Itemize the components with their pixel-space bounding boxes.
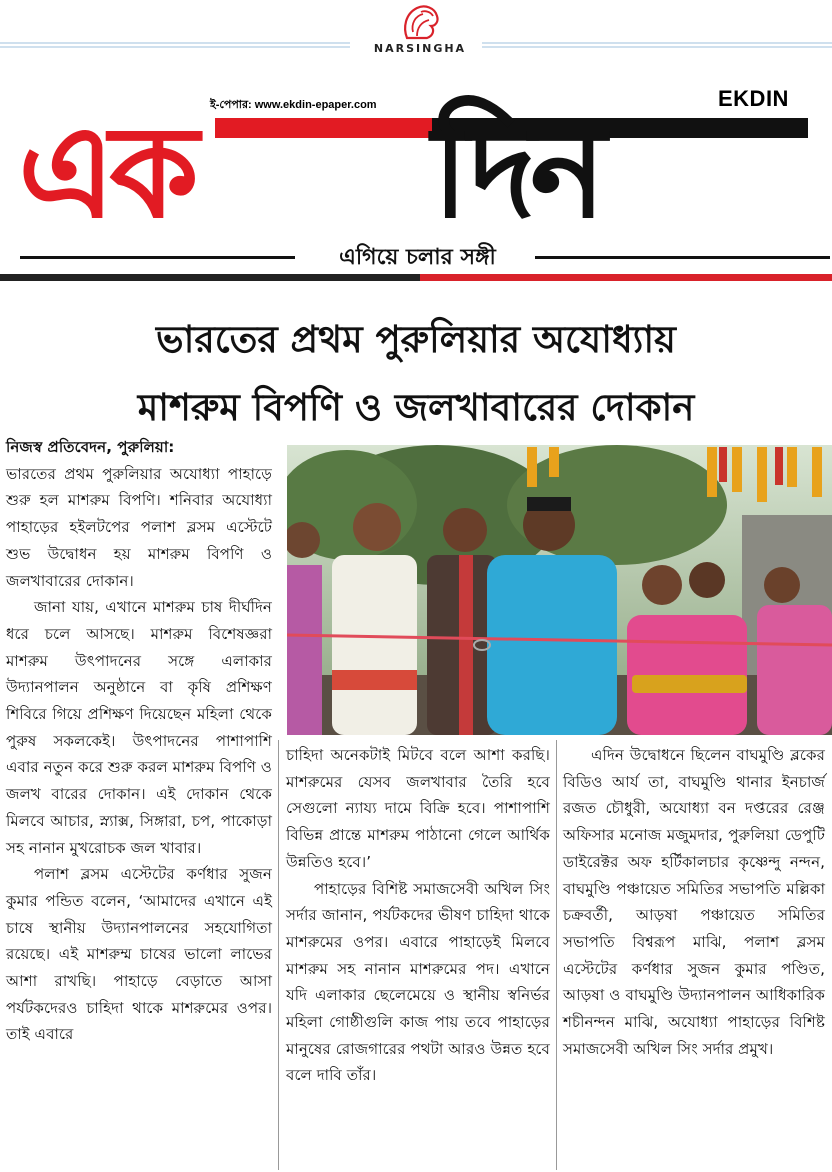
tagline: এগিয়ে চলার সঙ্গী [339,245,496,270]
masthead-stripe-left [0,42,350,50]
article-byline: নিজস্ব প্রতিবেদন, পুরুলিয়া: [6,438,175,456]
tagline-rule-left [20,256,295,259]
paragraph: পাহাড়ের বিশিষ্ট সমাজসেবী অখিল সিং সর্দার জানান, পর্যটকদের ভীষণ চাহিদা থাকে মাশরুমের ওপর। এবারে পাহাড়েই মিলবে মাশরুম সহ নানান মাশরুমের পদ। এখানে যদি এলাকার ছেলেমেয়ে ও স্থানীয় স্বনির্ভর মহিলা গোষ্ঠীগুলি কাজ পায় তবে পাহাড়ের মানুষের রোজগারের পথটা আরও উন্নত হবে বলে দাবি তাঁর। [286,879,550,1085]
lion-logo-icon [395,2,445,42]
article-column-2 [286,742,550,1089]
article-byline-paragraph [6,434,272,594]
masthead-rule-red [420,274,832,281]
headline-line-1: ভারতের প্রথম পুরুলিয়ার অযোধ্যায় [156,318,676,361]
ekdin-label: EKDIN [718,86,789,111]
masthead-stripe-right [482,42,832,50]
paragraph: এদিন উদ্বোধনে ছিলেন বাঘমুণ্ডি ব্লকের বিডিও আর্য তা, বাঘমুণ্ডি থানার ইনচার্জ রজত চৌধুরী, অযোধ্যা বন দপ্তরের রেঞ্জ অফিসার মনোজ মজুমদার, পুরুলিয়া ডেপুটি ডাইরেক্টর অফ হর্টিকালচার কৃষ্ণেন্দু নন্দন, বাঘমুণ্ডি পঞ্চায়েত সমিতির সভাপতি মল্লিকা চক্রবর্তী, আড়ষা পঞ্চায়েত সমিতির সভাপতি বিশ্বরূপ মাঝি, পলাশ ব্লসম এস্টেটের কর্ণধার সুজন কুমার পণ্ডিত, আড়ষা ও বাঘমুণ্ডি উদ্যানপালন আধিকারিক শচীনন্দন মাঝি, অযোধ্যা পাহাড়ের বিশিষ্ট সমাজসেবী অখিল সিং সর্দার প্রমুখ। [563,746,825,1058]
paragraph: পলাশ ব্লসম এস্টেটের কর্ণধার সুজন কুমার পন্ডিত বলেন, ‘আমাদের এখানে এই চাষে স্থানীয় উদ্যানপালনের সহযোগিতা রয়েছে। এই মাশরুম্ম চাষের ভালো লাভের আশা রাখছি। পাহাড়ে বেড়াতে আসা পর্যটকদেরও চাহিদা থাকে মাশরুমের ওপর। তাই এবারে [6,865,272,1044]
column-separator [278,740,279,1170]
article-column-3 [563,742,825,1062]
epaper-url: ই-পেপার: www.ekdin-epaper.com [210,99,377,111]
headline-line-2: মাশরুম বিপণি ও জলখাবারের দোকান [137,386,695,429]
article-column-1 [6,434,272,1048]
paragraph: জানা যায়, এখানে মাশরুম চাষ দীর্ঘদিন ধরে চলে আসছে। মাশরুম বিশেষজ্ঞরা মাশরুম উৎপাদনের সঙ্গে এলাকার উদ্যানপালন অনুষ্ঠানে বা কৃষি প্রশিক্ষণ শিবিরে গিয়ে প্রশিক্ষণ দিয়েছেন মহিলা থেকে পুরুষ সকলকেই। উৎপাদনের পাশাপাশি এবার নতুন করে শুরু করল মাশরুম বিপণি ও জলখ বারের দোকান। এই দোকান থেকে মিলবে আচার, স্ন্যাক্স, সিঙ্গারা, চপ, পাকোড়া সহ নানান মুখরোচক জল খাবার। [6,598,272,857]
tagline-rule-right [535,256,830,259]
column-separator [556,740,557,1170]
masthead-rule-black [0,274,420,281]
paragraph-text: ভারতের প্রথম পুরুলিয়ার অযোধ্যা পাহাড়ে শুরু হল মাশরুম বিপণি। শনিবার অযোধ্যা পাহাড়ের হইলটপের পলাশ ব্লসম এস্টেটে শুভ উদ্বোধন হয় মাশরুম বিপণি ও জলখাবারের দোকান। [6,464,272,590]
paragraph: চাহিদা অনেকটাই মিটবে বলে আশা করছি। মাশরুমের যেসব জলখাবার তৈরি হবে সেগুলো ন্যায্য দামে বিক্রি হবে। পাশাপাশি বিভিন্ন প্রান্তে মাশরুম পাঠানো গেলে আর্থিক উন্নতিও হবে।’ [286,746,550,871]
ribbon-cutting-photo [287,445,832,735]
newspaper-title-part2: দিন [432,98,601,247]
newspaper-title-part1: এক [18,98,193,247]
article-photo [287,445,832,735]
brand-name: NARSINGHA [373,42,467,55]
